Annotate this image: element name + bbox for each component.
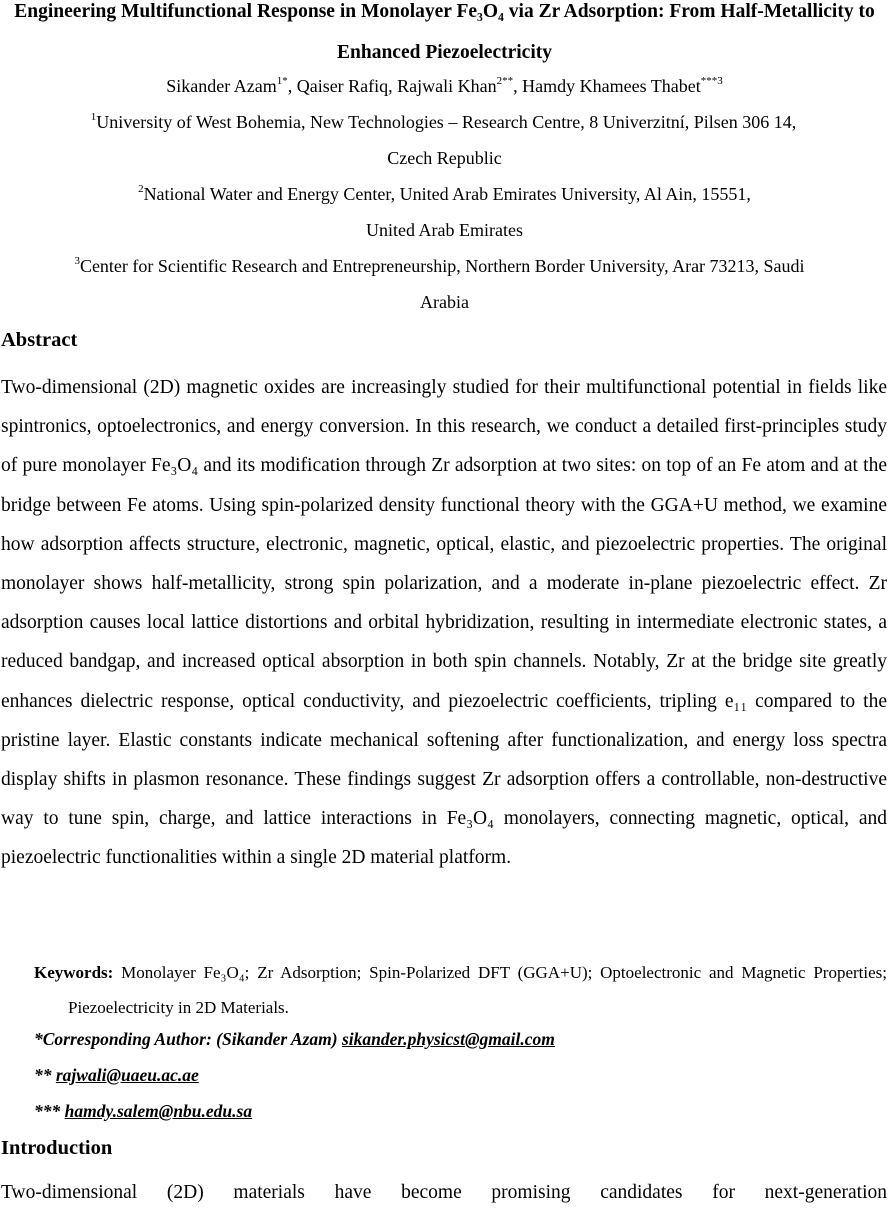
keywords-text: Monolayer Fe₃O₄; Zr Adsorption; Spin-Polarized DFT (GGA+U); Optoelectronic and Magnetic Properties; Piezoelectricity in 2D Materials. <box>68 963 887 1017</box>
abstract-body: Two-dimensional (2D) magnetic oxides are increasingly studied for their multifunctional potential in fields like spintronics, optoelectronics, and energy conversion. In this research, we conduct a detailed first-principles study of pure monolayer Fe₃O₄ and its modification through Zr adsorption at two sites: on top of an Fe atom and at the bridge between Fe atoms. Using spin-polarized density functional theory with the GGA+U method, we examine how adsorption affects structure, electronic, magnetic, optical, elastic, and piezoelectric properties. The original monolayer shows half-metallicity, strong spin polarization, and a moderate in-plane piezoelectric effect. Zr adsorption causes local lattice distortions and orbital hybridization, resulting in intermediate electronic states, a reduced bandgap, and increased optical absorption in both spin channels. Notably, Zr at the bridge site greatly enhances dielectric response, optical conductivity, and piezoelectric coefficients, tripling e₁₁ compared to the pristine layer. Elastic constants indicate mechanical softening after functionalization, and energy loss spectra display shifts in plasmon resonance. These findings suggest Zr adsorption offers a controllable, non-destructive way to tune spin, charge, and lattice interactions in Fe₃O₄ monolayers, connecting magnetic, optical, and piezoelectric functionalities within a single 2D material platform. <box>1 377 887 869</box>
third-email-link[interactable]: hamdy.salem@nbu.edu.sa <box>64 1101 253 1121</box>
affiliation-2-line-1: $^2$National Water and Energy Center, United Arab Emirates University, Al Ain, 15551, <box>138 183 751 204</box>
author-name: Hamdy Khamees Thabet <box>522 76 701 96</box>
third-author-email <box>34 1099 252 1123</box>
author-mark: ***3 <box>700 75 723 87</box>
second-email-link[interactable]: rajwali@uaeu.ac.ae <box>55 1065 199 1085</box>
author-list: Sikander Azam$^{1*}$, Qaiser Rafiq, Rajwali Khan$^{2**}$, Hamdy Khamees Thabet$^{***3}$ <box>166 75 723 96</box>
keywords <box>34 955 887 1025</box>
affiliation-number: 1 <box>90 111 97 123</box>
corresponding-email-link[interactable]: sikander.physicst@gmail.com <box>341 1029 555 1049</box>
affiliation-3-line-1: $^3$Center for Scientific Research and Entrepreneurship, Northern Border University, Arar 73213, Saudi <box>74 255 805 276</box>
introduction-body: Two-dimensional (2D) materials have become promising candidates for next-generation <box>1 1182 887 1203</box>
affiliation-number: 3 <box>74 255 80 267</box>
author-mark: 2** <box>496 75 514 87</box>
keywords-label: Keywords: <box>34 963 114 982</box>
email-mark: *** <box>34 1101 61 1121</box>
affiliation-3-line-2: Arabia <box>420 292 469 312</box>
affiliation-2-line-2: United Arab Emirates <box>366 220 523 240</box>
affiliation-1-line-1: $^1$University of West Bohemia, New Technologies – Research Centre, 8 Univerzitní, Pilsen 306 14, <box>90 111 797 132</box>
introduction-heading: Introduction <box>1 1137 113 1159</box>
author-mark: 1* <box>276 75 288 87</box>
corresponding-author <box>34 1027 555 1051</box>
author-name: Rajwali Khan <box>397 76 497 96</box>
email-mark: ** <box>34 1065 52 1085</box>
abstract-heading: Abstract <box>1 329 78 351</box>
author-name: Sikander Azam <box>166 76 277 96</box>
author-name: Qaiser Rafiq <box>296 76 389 96</box>
corresponding-label: *Corresponding Author: (Sikander Azam) <box>34 1029 338 1049</box>
affiliation-number: 2 <box>138 183 144 195</box>
affiliation-1-line-2: Czech Republic <box>387 148 502 168</box>
paper-title: Engineering Multifunctional Response in Monolayer Fe₃O₄ via Zr Adsorption: From Half-Metallicity to Enhanced Piezoelectricity <box>14 1 875 63</box>
second-author-email <box>34 1063 199 1087</box>
